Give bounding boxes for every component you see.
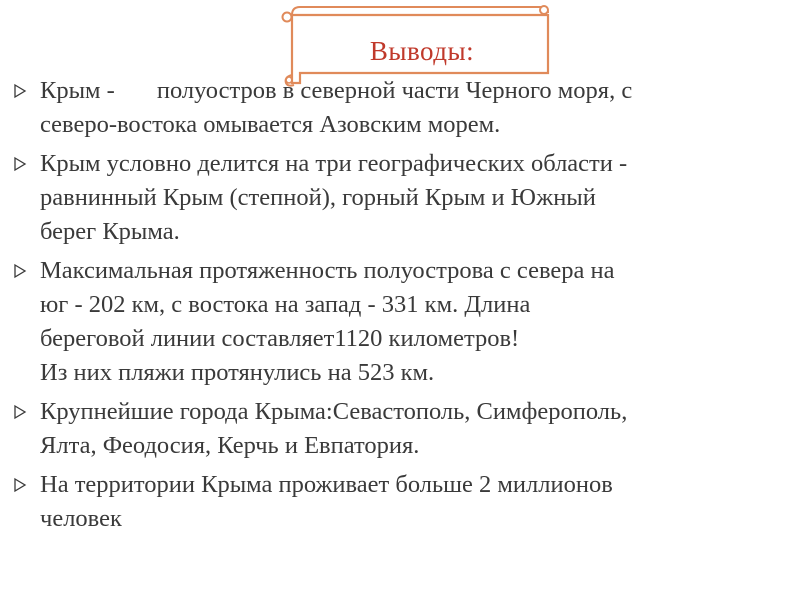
list-item-line: Крым - полуостров в северной части Черного моря, с (40, 77, 633, 104)
list-item (8, 254, 792, 390)
list-item-line: На территории Крыма проживает больше 2 миллионов (40, 471, 613, 498)
arrow-bullet-icon (8, 395, 32, 429)
list-item-line: береговой линии составляет1120 километров! (40, 325, 520, 352)
list-item (8, 147, 792, 249)
banner-title: Выводы: (369, 35, 475, 66)
arrow-bullet-icon (8, 147, 32, 181)
list-item-line: Ялта, Феодосия, Керчь и Евпатория. (40, 432, 420, 459)
arrow-bullet-icon (8, 74, 32, 108)
list-item-line: юг - 202 км, с востока на запад - 331 км. Длина (40, 291, 531, 318)
list-item-line: северо-востока омывается Азовским морем. (40, 111, 501, 138)
list-item-line: Максимальная протяженность полуострова с севера на (40, 257, 615, 284)
list-item-line: Из них пляжи протянулись на 523 км. (40, 359, 435, 386)
arrow-bullet-icon (8, 254, 32, 288)
list-item-line: равнинный Крым (степной), горный Крым и Южный (40, 184, 596, 211)
list-item (8, 468, 792, 536)
list-item (8, 395, 792, 463)
list-item-line: берег Крыма. (40, 218, 180, 245)
arrow-bullet-icon (8, 468, 32, 502)
list-item-line: Крым условно делится на три географических области - (40, 150, 628, 177)
list-item-line: человек (40, 505, 122, 532)
list-item (8, 74, 792, 142)
list-item-line: Крупнейшие города Крыма:Севастополь, Симферополь, (40, 398, 628, 425)
content-list (8, 74, 792, 541)
